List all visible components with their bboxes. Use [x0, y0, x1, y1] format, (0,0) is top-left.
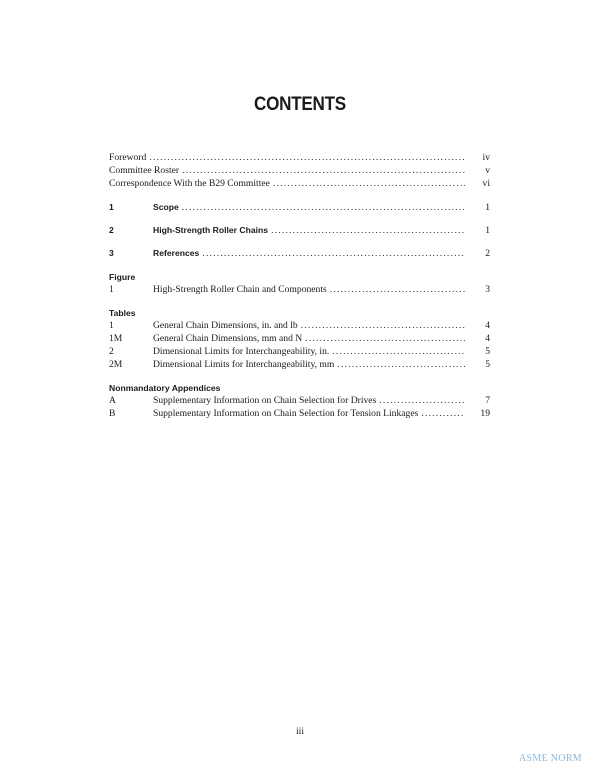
leader-dots: [149, 151, 465, 164]
table-of-contents: [109, 151, 490, 420]
toc-entry-page: iv: [482, 152, 490, 163]
toc-entry-title: General Chain Dimensions, mm and N: [153, 333, 303, 344]
toc-entry-title: Supplementary Information on Chain Selection for Tension Linkages: [153, 408, 419, 419]
toc-entry-page: 5: [485, 346, 490, 357]
toc-entry-number: 1M: [109, 333, 123, 344]
toc-entry-committee-roster[interactable]: [109, 164, 490, 177]
toc-entry-page: 19: [480, 408, 490, 419]
figure-heading: Figure: [109, 272, 136, 282]
spacer: [109, 190, 490, 201]
toc-entry-number: 3: [109, 248, 114, 258]
appendices-heading: Nonmandatory Appendices: [109, 383, 221, 393]
watermark-logo: ASME NORM: [519, 753, 582, 764]
leader-dots: [271, 224, 465, 237]
toc-entry-number: 1: [109, 284, 114, 295]
spacer: [109, 371, 490, 382]
toc-entry-page: 5: [485, 359, 490, 370]
leader-dots: [332, 345, 465, 358]
page-number: iii: [296, 726, 304, 737]
spacer: [109, 296, 490, 307]
toc-entry-page: 7: [485, 395, 490, 406]
leader-dots: [301, 319, 465, 332]
toc-entry-number: 2: [109, 225, 114, 235]
toc-entry-page: v: [485, 165, 490, 176]
toc-entry-title: Foreword: [109, 152, 147, 163]
toc-entry-page: 3: [485, 284, 490, 295]
toc-entry-number: B: [109, 408, 116, 419]
toc-entry-appendix-b[interactable]: [109, 407, 490, 420]
toc-entry-foreword[interactable]: [109, 151, 490, 164]
toc-entry-title: Correspondence With the B29 Committee: [109, 178, 270, 189]
toc-entry-table-2[interactable]: [109, 345, 490, 358]
toc-entry-page: 4: [485, 320, 490, 331]
toc-entry-title: Dimensional Limits for Interchangeability, in.: [153, 346, 330, 357]
page-title: CONTENTS: [254, 94, 346, 115]
leader-dots: [337, 358, 465, 371]
toc-entry-title: Scope: [153, 202, 179, 212]
toc-entry-table-2m[interactable]: [109, 358, 490, 371]
tables-heading: Tables: [109, 308, 136, 318]
toc-entry-title: Supplementary Information on Chain Selection for Drives: [153, 395, 377, 406]
toc-entry-table-1m[interactable]: [109, 332, 490, 345]
toc-entry-appendix-a[interactable]: [109, 394, 490, 407]
toc-entry-table-1[interactable]: [109, 319, 490, 332]
toc-entry-number: A: [109, 395, 116, 406]
toc-entry-correspondence[interactable]: [109, 177, 490, 190]
toc-entry-page: 2: [485, 248, 490, 259]
leader-dots: [379, 394, 465, 407]
leader-dots: [182, 201, 465, 214]
toc-section-references[interactable]: [109, 247, 490, 260]
toc-entry-title: References: [153, 248, 200, 258]
spacer: [109, 214, 490, 224]
toc-entry-number: 2: [109, 346, 114, 357]
leader-dots: [273, 177, 465, 190]
leader-dots: [305, 332, 465, 345]
toc-entry-title: High-Strength Roller Chains: [153, 225, 269, 235]
toc-entry-number: 2M: [109, 359, 123, 370]
toc-entry-page: 1: [485, 202, 490, 213]
leader-dots: [330, 283, 465, 296]
toc-entry-title: High-Strength Roller Chain and Components: [153, 284, 327, 295]
leader-dots: [202, 247, 465, 260]
leader-dots: [182, 164, 465, 177]
spacer: [109, 260, 490, 271]
toc-entry-number: 1: [109, 320, 114, 331]
toc-entry-page: vi: [482, 178, 490, 189]
spacer: [109, 237, 490, 247]
toc-section-high-strength[interactable]: [109, 224, 490, 237]
toc-entry-number: 1: [109, 202, 114, 212]
toc-entry-page: 4: [485, 333, 490, 344]
leader-dots: [421, 407, 465, 420]
toc-entry-title: Committee Roster: [109, 165, 180, 176]
toc-entry-title: General Chain Dimensions, in. and lb: [153, 320, 298, 331]
toc-entry-title: Dimensional Limits for Interchangeability, mm: [153, 359, 335, 370]
toc-section-scope[interactable]: [109, 201, 490, 214]
toc-entry-page: 1: [485, 225, 490, 236]
toc-entry-figure-1[interactable]: [109, 283, 490, 296]
